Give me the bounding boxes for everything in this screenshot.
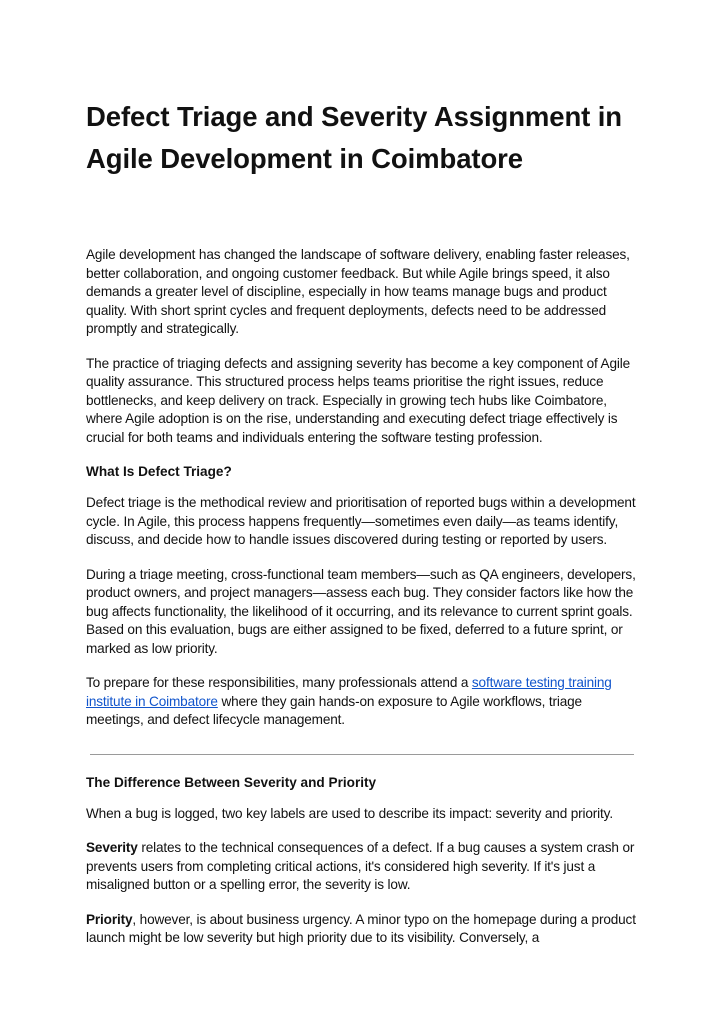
defect-triage-paragraph-1: Defect triage is the methodical review and prioritisation of reported bugs within a development cycle. In Agile, this process happens frequently—sometimes even daily—as teams identify, discuss, and decide how to handle issues discovered during testing or reported by users. [86, 495, 636, 547]
section-divider [90, 754, 634, 755]
severity-paragraph [86, 839, 638, 895]
paragraph-text-before-link: To prepare for these responsibilities, many professionals attend a [86, 675, 472, 690]
intro-paragraph-1: Agile development has changed the landscape of software delivery, enabling faster releases, better collaboration, and ongoing customer feedback. But while Agile brings speed, it also demands a greater level of discipline, especially in how teams manage bugs and product quality. With short sprint cycles and frequent deployments, defects need to be addressed promptly and strategically. [86, 247, 630, 336]
defect-triage-paragraph-2: During a triage meeting, cross-functional team members—such as QA engineers, developers, product owners, and project managers—assess each bug. They consider factors like how the bug affects functionality, the likelihood of it occurring, and its relevance to current sprint goals. Based on this evaluation, bugs are either assigned to be fixed, deferred to a future sprint, or marked as low priority. [86, 566, 636, 656]
priority-paragraph [86, 911, 638, 948]
section-heading-severity-priority: The Difference Between Severity and Priority [86, 774, 377, 790]
defect-triage-paragraph-3 [86, 674, 638, 730]
severity-priority-intro: When a bug is logged, two key labels are used to describe its impact: severity and priority. [86, 805, 613, 821]
priority-description: , however, is about business urgency. A minor typo on the homepage during a product launch might be low severity but high priority due to its visibility. Conversely, a [86, 911, 636, 945]
severity-term: Severity [86, 840, 138, 855]
document-body [86, 246, 638, 948]
intro-paragraph-2: The practice of triaging defects and assigning severity has become a key component of Agile quality assurance. This structured process helps teams prioritise the right issues, reduce bottlenecks, and keep delivery on track. Especially in growing tech hubs like Coimbatore, where Agile adoption is on the rise, understanding and executing defect triage effectively is crucial for both teams and individuals entering the software testing profession. [86, 355, 631, 445]
page-title: Defect Triage and Severity Assignment in Agile Development in Coimbatore [86, 101, 622, 174]
priority-term: Priority [86, 911, 133, 927]
paragraph-text-after-link: where they gain hands-on exposure to Agile workflows, triage meetings, and defect lifecycle management. [86, 693, 582, 727]
severity-description: relates to the technical consequences of a defect. If a bug causes a system crash or prevents users from completing critical actions, it's considered high severity. If it's just a misaligned button or a spelling error, the severity is low. [86, 840, 635, 892]
training-institute-link[interactable]: software testing training institute in Coimbatore [86, 675, 612, 709]
section-heading-defect-triage: What Is Defect Triage? [86, 464, 232, 479]
